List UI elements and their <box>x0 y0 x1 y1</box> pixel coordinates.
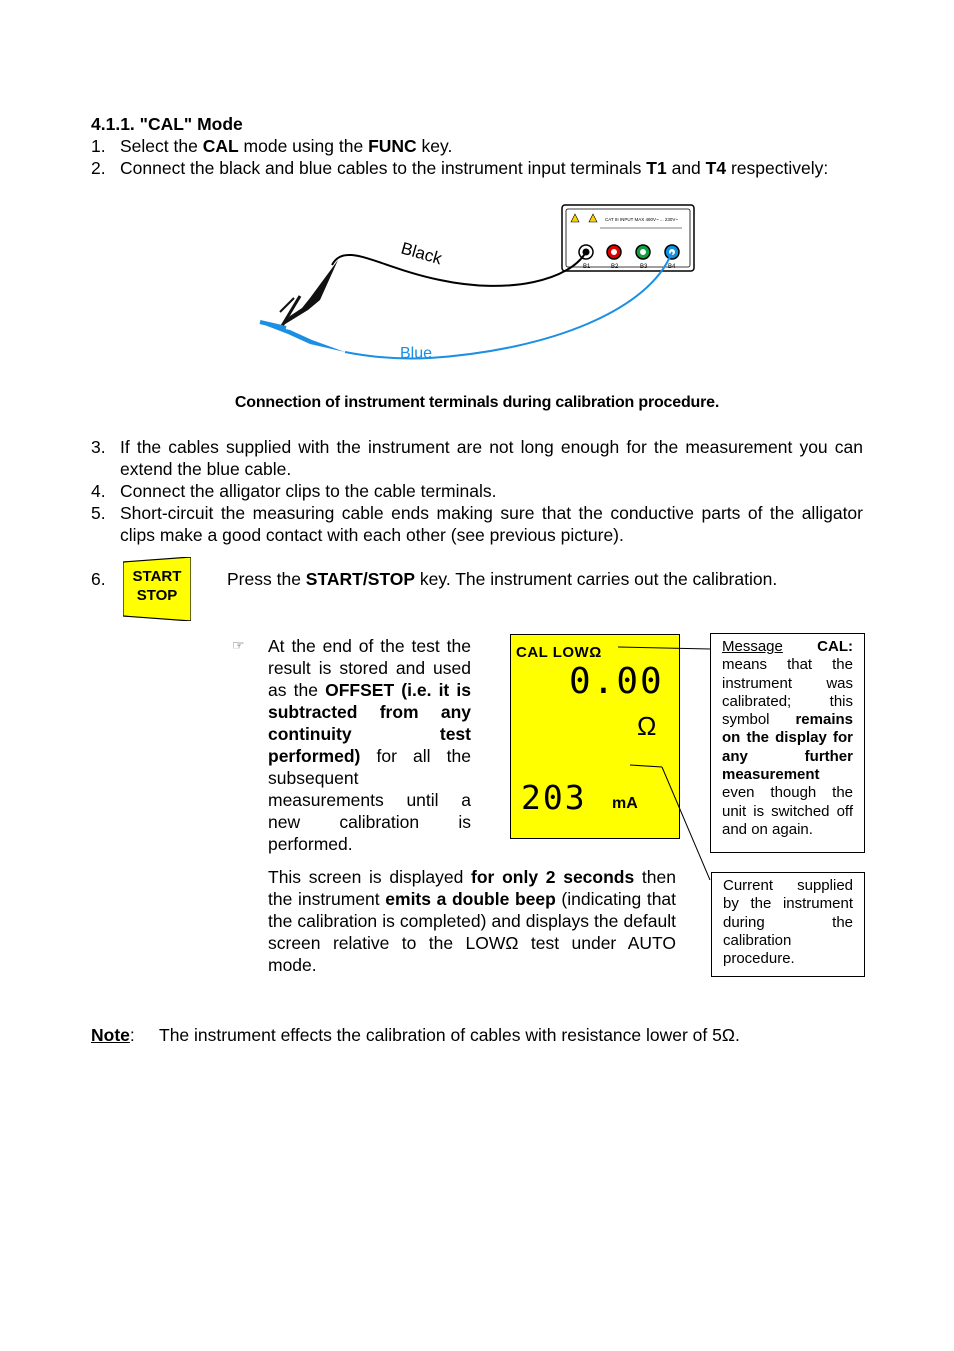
panel-text: CAT III INPUT MAX 480V~ ... 230V~ <box>605 217 679 222</box>
start-stop-key-icon <box>123 557 191 621</box>
para-text: for all the subsequent measurements until a new calibration is performed. <box>268 746 471 854</box>
para-text: then the instrument <box>268 867 676 909</box>
step-bold: CAL <box>202 136 239 156</box>
stop-key-label: STOP <box>136 587 178 604</box>
step-text: Select the <box>120 136 203 156</box>
step-number: 4. <box>91 481 106 501</box>
connection-diagram <box>250 200 700 370</box>
para-bold: emits a double beep <box>385 889 556 909</box>
step-text: Press the <box>227 569 306 589</box>
step-bold: START/STOP <box>305 569 416 589</box>
step-text: key. <box>416 136 453 156</box>
black-cable <box>332 252 586 286</box>
pointing-hand-icon: ☞ <box>232 637 245 653</box>
step-number: 2. <box>91 158 106 178</box>
note-label <box>91 1025 135 1046</box>
para-bold: for only 2 seconds <box>471 867 635 887</box>
blue-alligator-clip <box>262 324 345 352</box>
step-2 <box>91 157 863 179</box>
step-bold: FUNC <box>368 136 417 156</box>
step-text: key. The instrument carries out the calibration. <box>415 569 778 589</box>
lcd-reading: 0.00 <box>569 661 664 702</box>
lcd-unit: Ω <box>637 711 657 741</box>
step-text: Connect the black and blue cables to the instrument input terminals <box>120 158 647 178</box>
callout-bold: CAL: <box>817 638 853 655</box>
step-text: If the cables supplied with the instrument are not long enough for the measurement you can extend the blue cable. <box>120 437 863 479</box>
start-key-label: START <box>132 568 182 585</box>
callout-underlined: Message <box>722 638 783 655</box>
step-1 <box>91 135 863 157</box>
note-label-text: Note <box>91 1025 130 1045</box>
callout-cal-message <box>710 633 865 853</box>
note-text: The instrument effects the calibration of cables with resistance lower of 5Ω. <box>159 1025 740 1045</box>
step-number: 5. <box>91 503 106 523</box>
step-number: 3. <box>91 437 106 457</box>
para-bold: OFFSET (i.e. it is subtracted from any continuity test performed) <box>268 680 471 766</box>
para-text: This screen is displayed <box>268 867 472 887</box>
lcd-current-unit: mA <box>612 795 638 812</box>
figure-caption: Connection of instrument terminals during calibration procedure. <box>234 394 720 411</box>
black-label: Black <box>398 238 445 269</box>
note-colon: : <box>129 1025 135 1045</box>
step-number: 1. <box>91 136 106 156</box>
terminal-label: B4 <box>668 264 676 270</box>
black-alligator-clip <box>282 260 338 326</box>
terminal-label: B3 <box>640 264 648 270</box>
section-heading: 4.1.1. "CAL" Mode <box>91 114 243 134</box>
step-3 <box>91 436 863 480</box>
terminal-label: B2 <box>611 264 619 270</box>
callout-text: even though the unit is switched off and on again. <box>722 784 853 838</box>
offset-paragraph <box>268 635 471 855</box>
step-text: respectively: <box>726 158 829 178</box>
blue-label: Blue <box>400 345 433 362</box>
para-text: At the end of the test the result is stored and used as the <box>268 636 471 700</box>
lcd-mode-label: CAL LOWΩ <box>516 644 602 661</box>
para-text: (indicating that the calibration is completed) and displays the default screen relative to the LOWΩ test under AUTO mode. <box>268 889 677 975</box>
instrument-panel <box>562 205 694 271</box>
step-5 <box>91 502 863 546</box>
screen-paragraph <box>268 866 676 976</box>
step-text: Short-circuit the measuring cable ends making sure that the conductive parts of the alligator clips make a good contact with each other (see previous picture). <box>120 503 863 545</box>
step-6-text <box>227 569 867 590</box>
step-number: 6. <box>91 569 106 589</box>
step-text: and <box>666 158 706 178</box>
step-text: Connect the alligator clips to the cable terminals. <box>120 481 497 501</box>
callout-bold: remains on the display for any further measurement <box>722 711 853 784</box>
step-bold: T4 <box>705 158 727 178</box>
callout-leader-lines <box>600 640 720 880</box>
step-bold: T1 <box>646 158 667 178</box>
step-text: mode using the <box>238 136 369 156</box>
callout-current: Current supplied by the instrument during the calibration procedure. <box>711 872 865 977</box>
terminal-label: B1 <box>583 264 591 270</box>
lcd-current: 203 <box>521 778 587 817</box>
callout-text: means that the instrument was calibrated; this symbol <box>722 656 853 729</box>
step-4 <box>91 480 863 502</box>
